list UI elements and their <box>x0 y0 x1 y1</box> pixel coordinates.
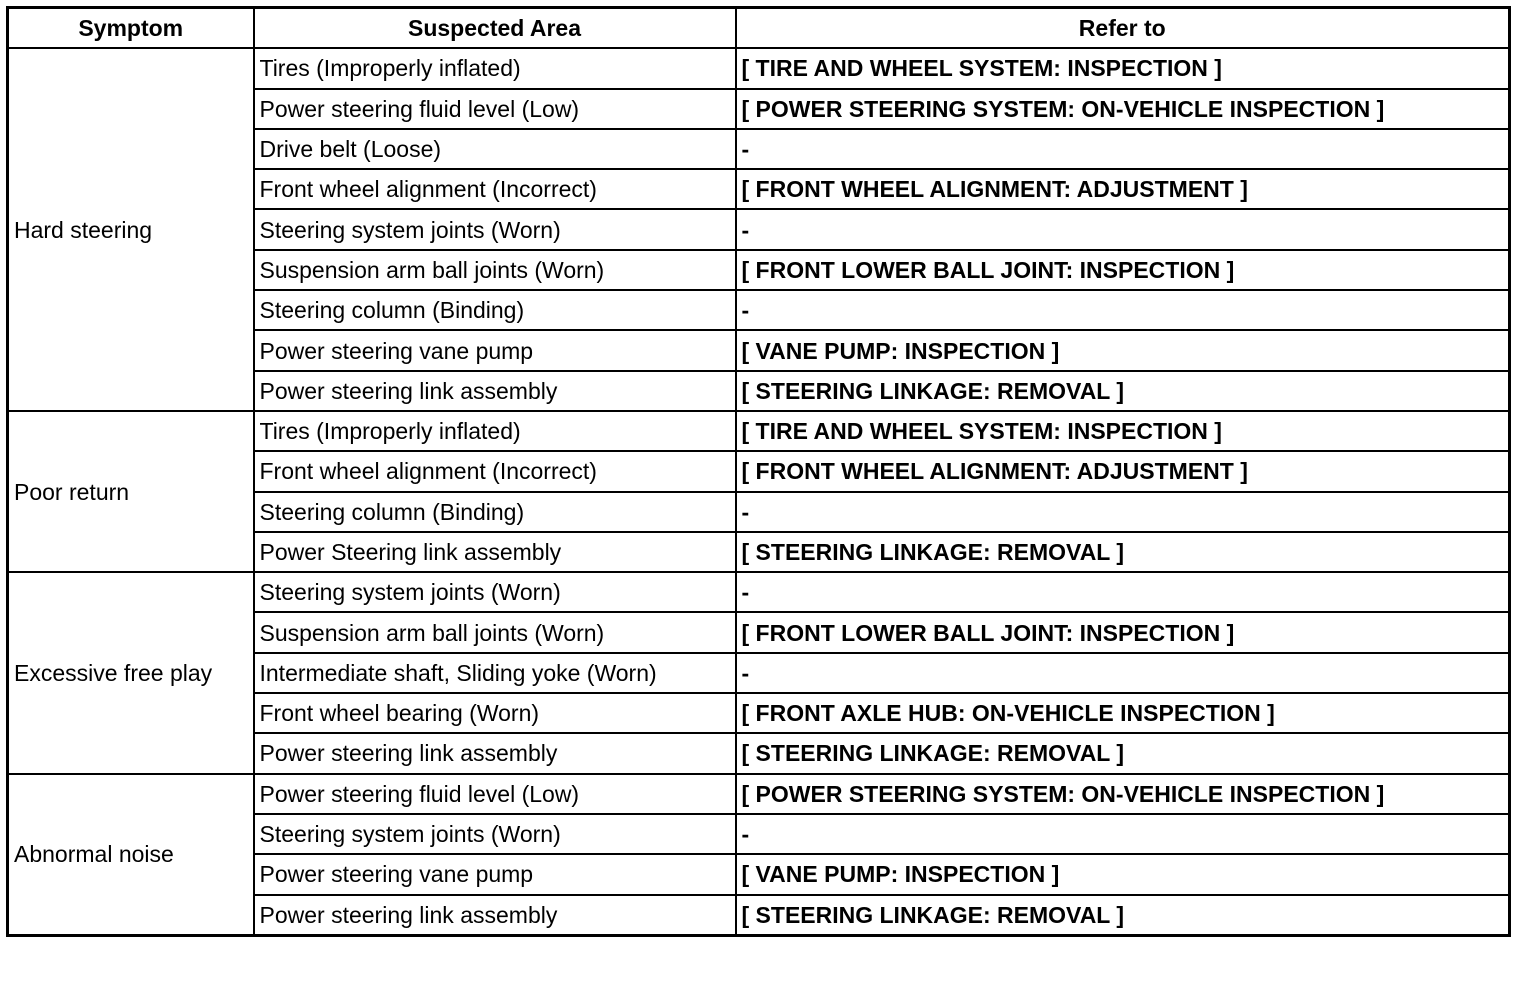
header-row <box>8 8 1510 49</box>
refer-to-cell: - <box>736 129 1510 169</box>
refer-to-cell: - <box>736 572 1510 612</box>
suspected-area-cell: Front wheel alignment (Incorrect) <box>254 169 736 209</box>
refer-to-cell: [ FRONT WHEEL ALIGNMENT: ADJUSTMENT ] <box>736 169 1510 209</box>
refer-to-cell: [ STEERING LINKAGE: REMOVAL ] <box>736 371 1510 411</box>
refer-to-cell: - <box>736 290 1510 330</box>
table-row <box>8 572 1510 612</box>
table-row <box>8 774 1510 814</box>
refer-to-cell: [ FRONT AXLE HUB: ON-VEHICLE INSPECTION ] <box>736 693 1510 733</box>
suspected-area-cell: Power steering link assembly <box>254 371 736 411</box>
suspected-area-cell: Power steering vane pump <box>254 330 736 370</box>
suspected-area-cell: Suspension arm ball joints (Worn) <box>254 250 736 290</box>
suspected-area-cell: Power steering vane pump <box>254 854 736 894</box>
header-suspected-area: Suspected Area <box>254 8 736 49</box>
table-row <box>8 48 1510 88</box>
header-symptom: Symptom <box>8 8 254 49</box>
troubleshooting-table <box>6 6 1511 937</box>
suspected-area-cell: Front wheel alignment (Incorrect) <box>254 451 736 491</box>
refer-to-cell: [ FRONT LOWER BALL JOINT: INSPECTION ] <box>736 612 1510 652</box>
refer-to-cell: [ VANE PUMP: INSPECTION ] <box>736 330 1510 370</box>
symptom-cell: Excessive free play <box>8 572 254 773</box>
refer-to-cell: [ STEERING LINKAGE: REMOVAL ] <box>736 895 1510 936</box>
suspected-area-cell: Steering system joints (Worn) <box>254 209 736 249</box>
suspected-area-cell: Power Steering link assembly <box>254 532 736 572</box>
suspected-area-cell: Power steering link assembly <box>254 733 736 773</box>
suspected-area-cell: Power steering fluid level (Low) <box>254 89 736 129</box>
symptom-cell: Hard steering <box>8 48 254 411</box>
refer-to-cell: [ FRONT WHEEL ALIGNMENT: ADJUSTMENT ] <box>736 451 1510 491</box>
table-header <box>8 8 1510 49</box>
refer-to-cell: [ STEERING LINKAGE: REMOVAL ] <box>736 532 1510 572</box>
table-row <box>8 411 1510 451</box>
suspected-area-cell: Power steering link assembly <box>254 895 736 936</box>
refer-to-cell: - <box>736 653 1510 693</box>
symptom-cell: Abnormal noise <box>8 774 254 936</box>
suspected-area-cell: Steering column (Binding) <box>254 290 736 330</box>
refer-to-cell: [ POWER STEERING SYSTEM: ON-VEHICLE INSPECTION ] <box>736 89 1510 129</box>
suspected-area-cell: Steering column (Binding) <box>254 492 736 532</box>
suspected-area-cell: Steering system joints (Worn) <box>254 572 736 612</box>
suspected-area-cell: Front wheel bearing (Worn) <box>254 693 736 733</box>
suspected-area-cell: Tires (Improperly inflated) <box>254 411 736 451</box>
suspected-area-cell: Drive belt (Loose) <box>254 129 736 169</box>
refer-to-cell: [ FRONT LOWER BALL JOINT: INSPECTION ] <box>736 250 1510 290</box>
refer-to-cell: [ POWER STEERING SYSTEM: ON-VEHICLE INSPECTION ] <box>736 774 1510 814</box>
refer-to-cell: - <box>736 814 1510 854</box>
refer-to-cell: [ TIRE AND WHEEL SYSTEM: INSPECTION ] <box>736 411 1510 451</box>
table-body <box>8 48 1510 935</box>
suspected-area-cell: Steering system joints (Worn) <box>254 814 736 854</box>
refer-to-cell: [ VANE PUMP: INSPECTION ] <box>736 854 1510 894</box>
refer-to-cell: - <box>736 492 1510 532</box>
header-refer-to: Refer to <box>736 8 1510 49</box>
suspected-area-cell: Power steering fluid level (Low) <box>254 774 736 814</box>
suspected-area-cell: Intermediate shaft, Sliding yoke (Worn) <box>254 653 736 693</box>
refer-to-cell: - <box>736 209 1510 249</box>
refer-to-cell: [ TIRE AND WHEEL SYSTEM: INSPECTION ] <box>736 48 1510 88</box>
suspected-area-cell: Tires (Improperly inflated) <box>254 48 736 88</box>
suspected-area-cell: Suspension arm ball joints (Worn) <box>254 612 736 652</box>
refer-to-cell: [ STEERING LINKAGE: REMOVAL ] <box>736 733 1510 773</box>
symptom-cell: Poor return <box>8 411 254 572</box>
